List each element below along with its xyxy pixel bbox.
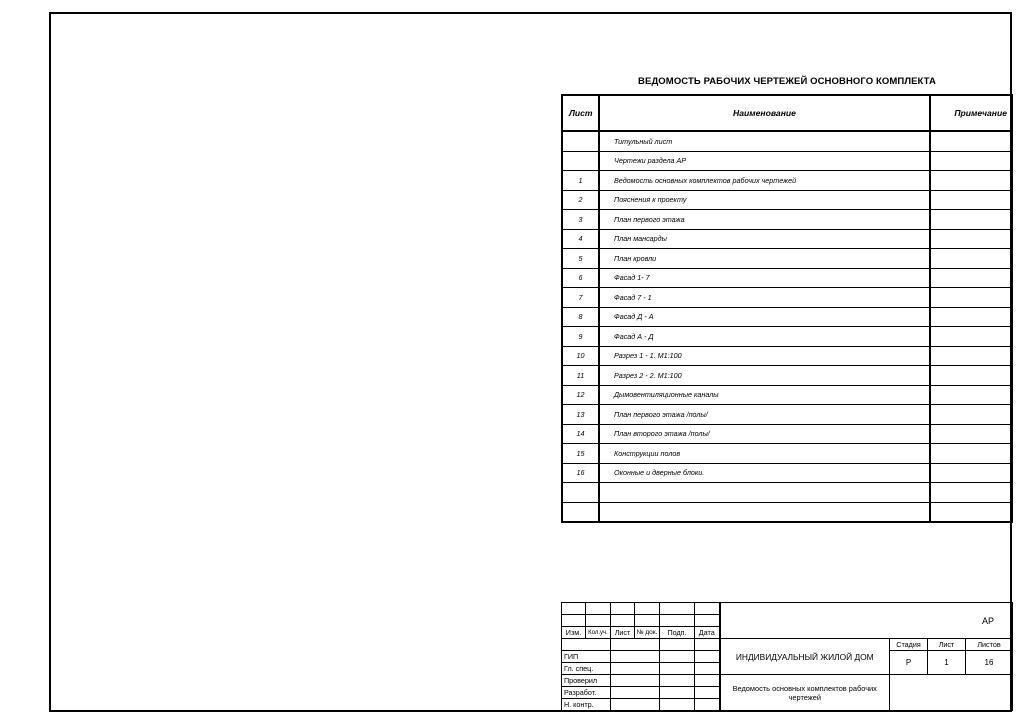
sheet-title: ВЕДОМОСТЬ РАБОЧИХ ЧЕРТЕЖЕЙ ОСНОВНОГО КОМПЛЕКТА	[638, 76, 936, 87]
sheet-note	[930, 405, 1012, 425]
header-izm: Изм.	[562, 627, 586, 639]
sheet-name: Фасад Д - А	[599, 307, 930, 327]
sheet-number: 5	[562, 249, 599, 269]
sheet-number: 13	[562, 405, 599, 425]
sheets-value: 16	[966, 651, 1013, 675]
sheet-note	[930, 444, 1012, 464]
header-list: Лист	[611, 627, 635, 639]
sheet-note	[930, 190, 1012, 210]
register-row	[562, 483, 1012, 503]
sheet-name: Дымовентиляционные каналы	[599, 385, 930, 405]
register-header-row	[562, 95, 1012, 131]
register-row	[562, 288, 1012, 308]
sheet-name: План кровли	[599, 249, 930, 269]
sheet-note	[930, 366, 1012, 386]
sheet-number: 4	[562, 229, 599, 249]
sheet-note	[930, 502, 1012, 522]
sheet-name: Оконные и дверные блоки.	[599, 463, 930, 483]
sheet-number: 14	[562, 424, 599, 444]
sheet-number: 8	[562, 307, 599, 327]
sheet-note	[930, 131, 1012, 151]
register-row	[562, 249, 1012, 269]
sheet-number: 10	[562, 346, 599, 366]
sheet-name: План второго этажа /полы/	[599, 424, 930, 444]
title-block	[561, 602, 1013, 711]
register-row	[562, 171, 1012, 191]
sheet-number: 16	[562, 463, 599, 483]
register-row	[562, 346, 1012, 366]
register-row	[562, 366, 1012, 386]
sheet-name: Чертежи раздела АР	[599, 151, 930, 171]
register-row	[562, 502, 1012, 522]
register-row	[562, 424, 1012, 444]
sheet-number: 11	[562, 366, 599, 386]
sheet-name: Фасад 7 - 1	[599, 288, 930, 308]
register-row	[562, 131, 1012, 151]
sheet-note	[930, 424, 1012, 444]
sheet-name: План первого этажа /полы/	[599, 405, 930, 425]
sheet-number: 9	[562, 327, 599, 347]
sheet-note	[930, 249, 1012, 269]
sheet-name: Ведомость основных комплектов рабочих чертежей	[599, 171, 930, 191]
stage-value: Р	[890, 651, 928, 675]
sheet-note	[930, 151, 1012, 171]
sheet-name: Конструкции полов	[599, 444, 930, 464]
stage-label: Стадия	[890, 639, 928, 651]
role-label: Разработ.	[562, 687, 611, 699]
sheet-name: Титульный лист	[599, 131, 930, 151]
sheet-number	[562, 502, 599, 522]
sheet-note	[930, 171, 1012, 191]
header-podp: Подп.	[660, 627, 695, 639]
register-row	[562, 444, 1012, 464]
sheet-name	[599, 483, 930, 503]
sheet-description: Ведомость основных комплектов рабочих чертежей	[720, 675, 890, 711]
sheet-number: 6	[562, 268, 599, 288]
sheet-label: Лист	[928, 639, 966, 651]
sheet-number: 3	[562, 210, 599, 230]
drawings-register-table	[561, 94, 1013, 523]
sheet-number: 15	[562, 444, 599, 464]
sheet-note	[930, 210, 1012, 230]
column-header-name: Наименование	[599, 95, 930, 131]
register-row	[562, 463, 1012, 483]
sheet-number	[562, 483, 599, 503]
sheet-note	[930, 327, 1012, 347]
sheet-name: Пояснения к проекту	[599, 190, 930, 210]
sheet-number	[562, 131, 599, 151]
register-row	[562, 327, 1012, 347]
sheet-note	[930, 307, 1012, 327]
sheets-label: Листов	[966, 639, 1013, 651]
register-row	[562, 210, 1012, 230]
sheet-note	[930, 385, 1012, 405]
sheet-name: Разрез 1 - 1. М1:100	[599, 346, 930, 366]
sheet-name: План первого этажа	[599, 210, 930, 230]
role-label: ГИП	[562, 651, 611, 663]
sheet-number: 7	[562, 288, 599, 308]
register-row	[562, 307, 1012, 327]
sheet-note	[930, 268, 1012, 288]
sheet-value: 1	[928, 651, 966, 675]
project-name: ИНДИВИДУАЛЬНЫЙ ЖИЛОЙ ДОМ	[720, 639, 890, 675]
sheet-number: 1	[562, 171, 599, 191]
sheet-name: Разрез 2 - 2. М1:100	[599, 366, 930, 386]
sheet-note	[930, 463, 1012, 483]
sheet-name: План мансарды	[599, 229, 930, 249]
sheet-number	[562, 151, 599, 171]
sheet-note	[930, 288, 1012, 308]
sheet-note	[930, 346, 1012, 366]
register-row	[562, 190, 1012, 210]
register-row	[562, 385, 1012, 405]
register-row	[562, 405, 1012, 425]
sheet-name: Фасад А - Д	[599, 327, 930, 347]
register-row	[562, 268, 1012, 288]
column-header-sheet: Лист	[562, 95, 599, 131]
role-label: Гл. спец.	[562, 663, 611, 675]
document-code: АР	[720, 603, 1013, 639]
register-row	[562, 229, 1012, 249]
sheet-name	[599, 502, 930, 522]
sheet-number: 12	[562, 385, 599, 405]
sheet-number: 2	[562, 190, 599, 210]
header-data: Дата	[695, 627, 720, 639]
header-ndok: № док.	[635, 627, 660, 639]
sheet-name: Фасад 1- 7	[599, 268, 930, 288]
header-kol: Кол.уч.	[586, 627, 611, 639]
register-row	[562, 151, 1012, 171]
column-header-note: Примечание	[930, 95, 1012, 131]
sheet-note	[930, 229, 1012, 249]
role-label: Н. контр.	[562, 699, 611, 711]
role-label: Проверил	[562, 675, 611, 687]
sheet-note	[930, 483, 1012, 503]
